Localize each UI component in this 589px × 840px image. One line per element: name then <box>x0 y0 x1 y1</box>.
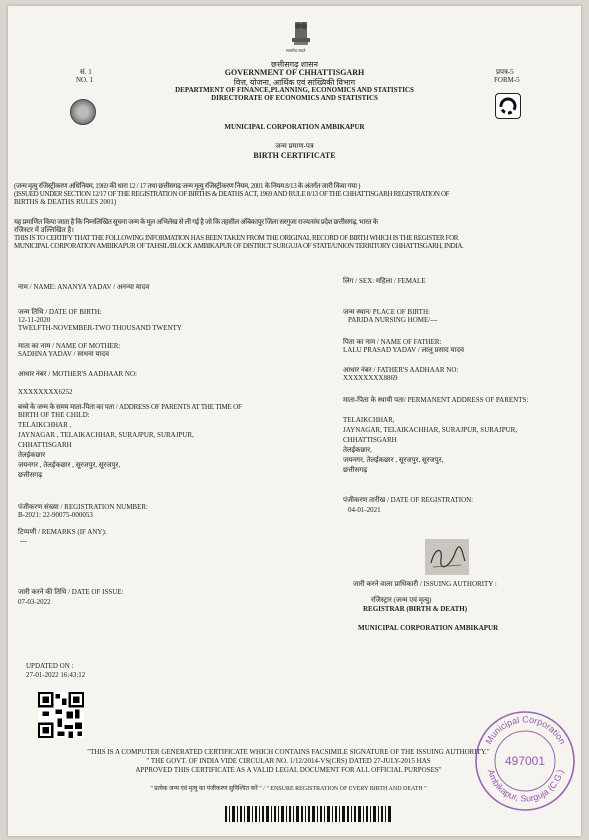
no-en: NO. 1 <box>76 76 94 84</box>
svg-text:Municipal Corporation: Municipal Corporation <box>483 714 568 746</box>
father-label: पिता का नाम / NAME OF FATHER: <box>343 338 442 346</box>
cert-title-hindi: जन्म प्रमाण-पत्र <box>275 142 314 150</box>
dept-hindi: वित्त, योजना, आर्थिक एवं सांख्यिकी विभाग <box>233 78 356 87</box>
directorate-logo-icon <box>70 99 96 125</box>
cert-title-en: BIRTH CERTIFICATE <box>253 151 336 160</box>
directorate-en: DIRECTORATE OF ECONOMICS AND STATISTICS <box>211 94 378 102</box>
svg-text:Ambikapur, Surguja (C.G.): Ambikapur, Surguja (C.G.) <box>485 768 566 804</box>
pob-value: PARIDA NURSING HOME/--- <box>348 316 438 324</box>
reg-date-label: पंजीकरण तारीख / DATE OF REGISTRATION: <box>343 496 474 504</box>
issue-date-value: 07-03-2022 <box>18 598 51 606</box>
remarks-label: टिप्पणी / REMARKS (IF ANY): <box>18 528 107 536</box>
father-aadhaar-label: आधार नंबर / FATHER'S AADHAAR NO: <box>343 366 459 374</box>
certificate-sheet <box>8 6 581 836</box>
preamble-en-2: BIRTHS & DEATHS RULES 2001) <box>14 198 117 206</box>
permanent-address-value: TELAIKCHHAR, JAYNAGAR, TELAIKACHHAR, SURAJPUR, SURAJPUR, CHHATTISGARH तेलईकछार, जयनगर, तेलईकछार , सूरजपुर, सूरजपुर, छत्तीसगढ़ <box>343 416 518 474</box>
authority-corporation: MUNICIPAL CORPORATION AMBIKAPUR <box>358 624 499 632</box>
remarks-value: --- <box>20 537 27 545</box>
footer-line-2: " THE GOVT. OF INDIA VIDE CIRCULAR NO. 1/12/2014-VS(CRS) DATED 27-JULY-2015 HAS <box>146 757 431 765</box>
gov-en: GOVERNMENT OF CHHATTISGARH <box>224 68 365 77</box>
preamble-en-4: MUNICIPAL CORPORATION AMBIKAPUR OF TAHSIL/BLOCK AMBIKAPUR OF DISTRICT SURGUJA OF STATE/UNION TERRITORY CHHATTISGARH, INDIA. <box>14 242 464 250</box>
qr-code-icon <box>38 692 84 738</box>
father-value: LALU PRASAD YADAV / लालू प्रसाद यादव <box>343 346 464 354</box>
birth-address-value: TELAIKCHHAR , JAYNAGAR , TELAIKACHHAR, SURAJPUR, SURAJPUR, CHHATTISGARH तेलईकछार जयनगर , तेलईकछार , सूरजपुर, सूरजपुर, छत्तीसगढ़ <box>18 421 194 479</box>
name-field: नाम / NAME: ANANYA YADAV / अनन्या यादव <box>18 283 150 291</box>
issuing-authority-label: जारी करने वाला प्राधिकारी / ISSUING AUTHORITY : <box>353 580 497 588</box>
preamble-en-3: THIS IS TO CERTIFY THAT THE FOLLOWING INFORMATION HAS BEEN TAKEN FROM THE ORIGINAL RECORD OF BIRTH WHICH IS THE REGISTER FOR <box>14 234 459 242</box>
birth-address-label-1: बच्चे के जन्म के समय माता-पिता का पता / ADDRESS OF PARENTS AT THE TIME OF <box>18 403 242 411</box>
form-en: FORM-5 <box>494 76 520 84</box>
emblem-caption: सत्यमेव जयते <box>286 48 306 53</box>
footer-line-4: " प्रत्येक जन्म एवं मृत्यु का पंजीकरण सुनिश्चित करें " / " ENSURE REGISTRATION OF EVERY BIRTH AND DEATH " <box>150 786 427 792</box>
barcode-icon <box>225 806 393 822</box>
gov-hindi: छत्तीसगढ़ शासन <box>271 60 318 69</box>
form-logo-icon <box>495 93 521 119</box>
svg-text:497001: 497001 <box>504 754 546 768</box>
pob-label: जन्म स्थान/ PLACE OF BIRTH: <box>343 308 430 316</box>
updated-value: 27-01-2022 16:43:12 <box>26 671 86 679</box>
sex-field: लिंग / SEX: महिला / FEMALE <box>343 277 426 285</box>
official-seal-stamp <box>473 709 578 814</box>
preamble-hindi-2: यह प्रमाणित किया जाता है कि निम्नलिखित सूचना जन्म के मूल अभिलेख से ली गई है जो कि तहसील अंबिकापुर जिला सरगुजा राज्य/संघ प्रदेश छत्तीसगढ़, भारत के <box>14 218 378 226</box>
dept-en: DEPARTMENT OF FINANCE,PLANNING, ECONOMICS AND STATISTICS <box>175 86 414 94</box>
mother-aadhaar-value: XXXXXXXX6252 <box>18 388 73 396</box>
preamble-en-1: (ISSUED UNDER SECTION 12/17 OF THE REGISTRATION OF BIRTHS & DEATHS ACT, 1969 AND RULE 8/13 OF THE CHHATTISGARH REGISTRATION OF <box>14 190 450 198</box>
mother-value: SADHNA YADAV / साधना यादव <box>18 350 109 358</box>
permanent-address-label: माता-पिता के स्थायी पता/ PERMANENT ADDRESS OF PARENTS: <box>343 396 529 404</box>
footer-line-3: APPROVED THIS CERTIFICATE AS A VALID LEGAL DOCUMENT FOR ALL OFFICIAL PURPOSES" <box>135 766 442 774</box>
no-hindi: सं. 1 <box>80 68 92 76</box>
birth-address-label-2: BIRTH OF THE CHILD: <box>18 411 90 419</box>
updated-label: UPDATED ON : <box>26 662 74 670</box>
dob-label: जन्म तिथि / DATE OF BIRTH: <box>18 308 102 316</box>
preamble-hindi-3: रजिस्टर में उल्लिखित है। <box>14 226 74 234</box>
mother-aadhaar-label: आधार नंबर / MOTHER'S AADHAAR NO: <box>18 370 137 378</box>
reg-date-value: 04-01-2021 <box>348 506 381 514</box>
form-hindi: प्रपत्र-5 <box>496 68 514 76</box>
dob-value: 12-11-2020 <box>18 316 51 324</box>
preamble-hindi-1: (जन्म मृत्यु रजिस्ट्रीकरण अधिनियम, 1969 की धारा 12 / 17 तथा छत्तीसगढ़ जन्म मृत्यु रजिस्ट्रीकरण नियम, 2001 के नियम 8/13 के अंतर्गत जारी किया गया ) <box>14 182 361 190</box>
dob-words: TWELFTH-NOVEMBER-TWO THOUSAND TWENTY <box>18 324 182 332</box>
corporation-title: MUNICIPAL CORPORATION AMBIKAPUR <box>224 123 365 131</box>
mother-label: माता का नाम / NAME OF MOTHER: <box>18 342 121 350</box>
reg-number-label: पंजीकरण संख्या / REGISTRATION NUMBER: <box>18 503 148 511</box>
signature-image <box>425 539 469 575</box>
father-aadhaar-value: XXXXXXXX8869 <box>343 374 398 382</box>
issue-date-label: जारी करने की तिथि / DATE OF ISSUE: <box>18 588 124 596</box>
registrar-en: REGISTRAR (BIRTH & DEATH) <box>363 605 468 613</box>
registrar-hindi: रजिस्ट्रार (जन्म एवं मृत्यु) <box>371 596 432 604</box>
reg-number-value: B-2021: 22-90075-000053 <box>18 511 93 519</box>
footer-line-1: "THIS IS A COMPUTER GENERATED CERTIFICATE WHICH CONTAINS FACSIMILE SIGNATURE OF THE ISSUING AUTHORITY." <box>87 748 490 756</box>
